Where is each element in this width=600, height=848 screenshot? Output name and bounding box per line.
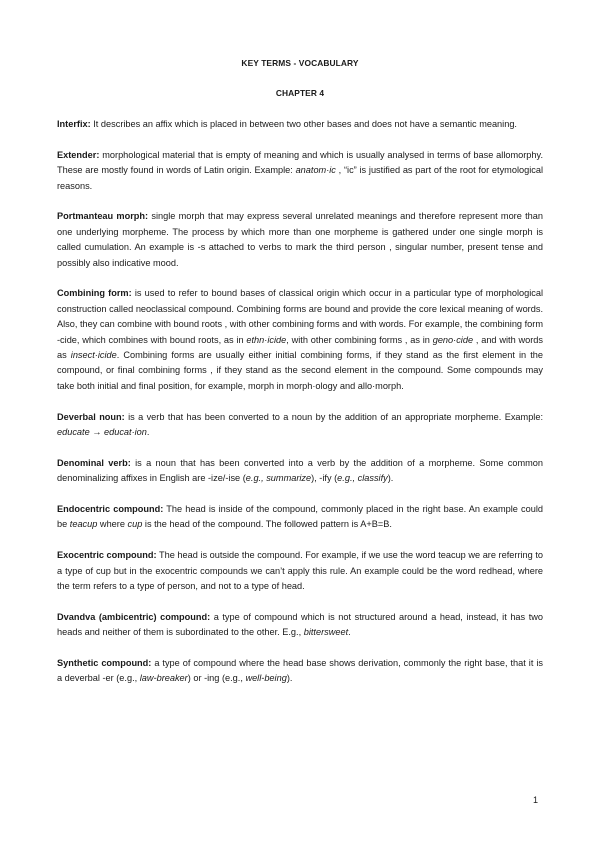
example-word: law-breaker	[139, 673, 188, 684]
definition-text: ) or -ing (e.g.,	[187, 673, 246, 684]
definition-text: ).	[286, 673, 293, 684]
chapter-heading: CHAPTER 4	[275, 88, 325, 98]
example-word: cup	[127, 519, 143, 530]
glossary-entry	[57, 656, 543, 687]
example-word: insect·icide	[70, 350, 117, 361]
definition-text: .	[146, 427, 150, 438]
glossary-term: Portmanteau morph:	[57, 211, 149, 222]
definition-text: , and with words as	[57, 334, 543, 361]
definition-text: single morph that may express several unrelated meanings and therefore represent more than one underlying morpheme. The process by which more than one morpheme is gathered under one single morph is called cumulation. An example is -s attached to verbs to mark the third person , singular number, present tense and possibly also indicative mood.	[57, 211, 543, 268]
glossary-term: Endocentric compound:	[57, 504, 164, 515]
document-title: KEY TERMS - VOCABULARY	[241, 58, 359, 68]
definition-text: is a noun that has been converted into a verb by the addition of a morpheme. Some common denominalizing affixes in English are -ize/-ise (	[57, 457, 543, 484]
example-word: well-being	[245, 673, 287, 684]
example-word: bittersweet	[303, 627, 349, 638]
page-number: 1	[533, 795, 539, 805]
example-word: geno·cide	[432, 334, 474, 345]
glossary-entry	[57, 610, 543, 641]
definition-text: a type of compound where the head base shows derivation, commonly the right base, that it is a deverbal -er (e.g.,	[57, 658, 544, 684]
definition-text: is the head of the compound. The followed pattern is A+B=B.	[142, 519, 392, 530]
glossary-entry	[57, 502, 543, 533]
example-word: anatom·ic	[295, 165, 336, 176]
definition-text: where	[97, 519, 128, 530]
glossary-entry	[57, 410, 543, 441]
glossary-term: Extender:	[57, 149, 100, 160]
definition-text: is a verb that has been converted to a noun by the addition of an appropriate morpheme. Example:	[124, 411, 544, 422]
example-word: e.g., classify	[337, 473, 388, 484]
definition-text: , with other combining forms , as in	[286, 334, 433, 345]
glossary-term: Combining form:	[57, 288, 132, 299]
example-word: educate → educat·ion	[57, 427, 147, 438]
definition-text: The head is inside of the compound, commonly placed in the right base. An example could be	[57, 504, 544, 530]
glossary-entry	[57, 209, 543, 271]
glossary-entry	[57, 148, 543, 194]
definition-text: ), -ify (	[311, 473, 338, 484]
glossary-term: Synthetic compound:	[57, 658, 152, 669]
definition-text: morphological material that is empty of meaning and which is usually analysed in terms of base allomorphy. These are mostly found in words of Latin origin. Example:	[57, 149, 543, 176]
glossary-entry	[57, 548, 543, 594]
glossary-term: Dvandva (ambicentric) compound:	[57, 611, 211, 622]
glossary-term: Exocentric compound:	[57, 550, 157, 561]
example-word: ethn·icide	[246, 334, 287, 345]
definition-text: , “ic” is justified as part of the root for etymological reasons.	[57, 165, 543, 191]
glossary-term: Denominal verb:	[57, 457, 131, 468]
example-word: e.g., summarize	[245, 473, 312, 484]
glossary-entry	[57, 286, 543, 394]
definition-text: It describes an affix which is placed in between two other bases and does not have a semantic meaning.	[90, 119, 517, 129]
definition-text: ).	[387, 473, 394, 484]
definition-text: .	[348, 627, 351, 638]
definition-text: is used to refer to bound bases of classical origin which occur in a particular type of morphological construction called neoclassical compound. Combining forms are bound and provide the core lexical meaning of words. Also, they can combine with bound roots , with other combining forms and with words. For example, the combining form -cide, which combines with bound roots, as in	[57, 288, 543, 345]
definition-text: . Combining forms are usually either initial combining forms, if they stand as the first element in the compound, or final combining forms , if they stand as the second element in the compound. Some compounds may take both initial and final position, for example, morph in morph·ology and allo·morph.	[57, 350, 543, 391]
glossary-entry	[57, 117, 543, 132]
definition-text: The head is outside the compound. For example, if we use the word teacup we are referring to a type of cup but in the exocentric compounds we can’t apply this rule. An example could be the word redhead, where the term refers to a type of person, and not to a type of head.	[57, 550, 544, 592]
glossary-entries	[57, 117, 543, 702]
glossary-term: Interfix:	[57, 119, 91, 129]
glossary-entry	[57, 456, 543, 487]
glossary-term: Deverbal noun:	[57, 411, 125, 422]
example-word: teacup	[69, 519, 98, 530]
definition-text: a type of compound which is not structured around a head, instead, it has two heads and neither of them is subordinated to the other. E.g.,	[57, 611, 544, 638]
